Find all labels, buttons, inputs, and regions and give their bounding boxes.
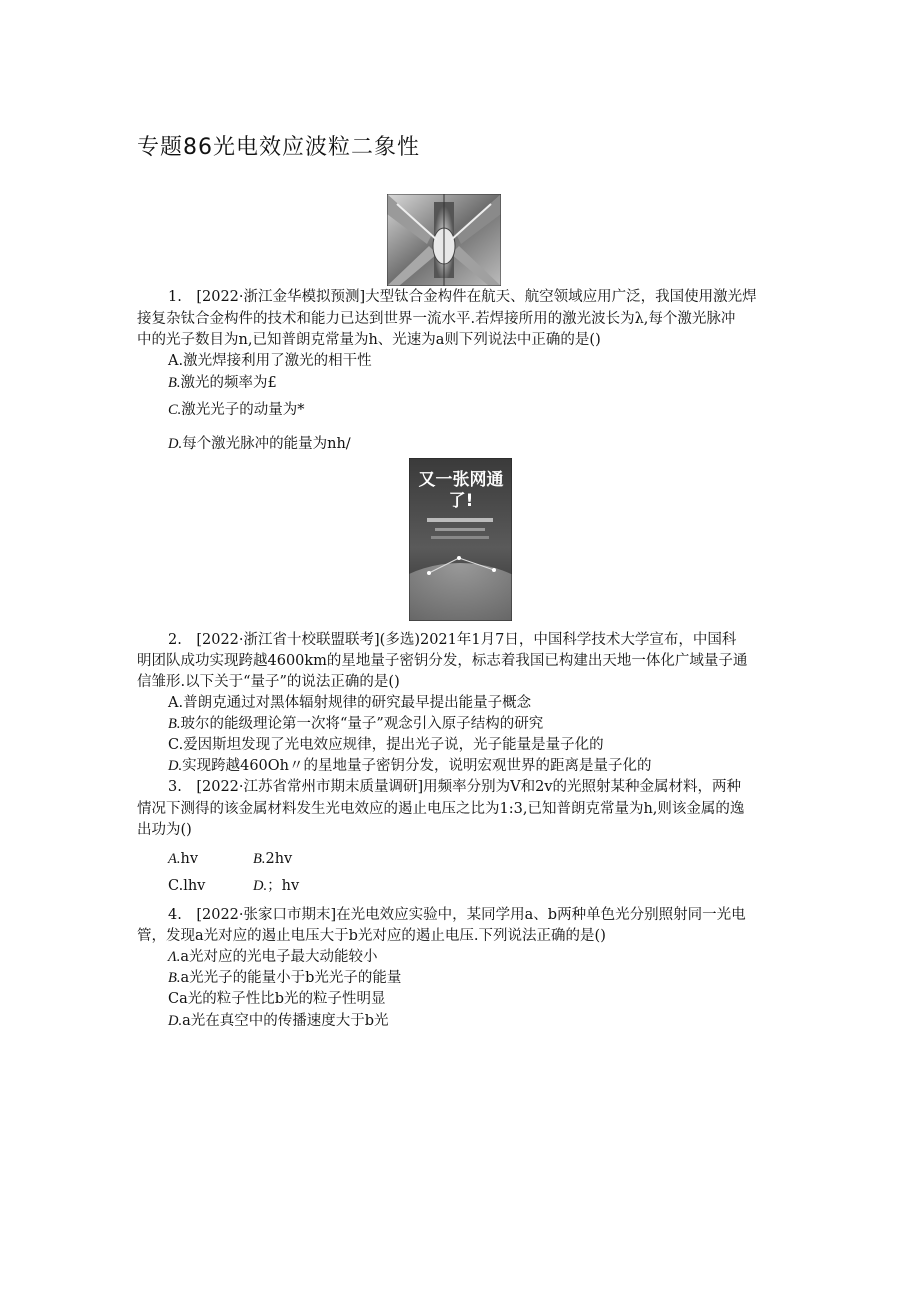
welding-photo-graphic (387, 194, 501, 286)
option-letter: Λ. (168, 949, 181, 965)
q1-line3: 中的光子数目为n,已知普朗克常量为h、光速为a则下列说法中正确的是() (137, 332, 601, 348)
poster-headline: 又一张网通了! (418, 470, 504, 511)
option-letter: D. (253, 878, 268, 894)
q1-option-b (168, 374, 277, 392)
q1-option-a (168, 352, 372, 370)
q3-option-d (253, 877, 338, 895)
option-letter: A. (168, 353, 184, 369)
option-letter: A. (168, 695, 184, 711)
q2-line2: 明团队成功实现跨越4600km的星地量子密钥分发，标志着我国已构建出天地一体化广域量子通 (137, 653, 748, 669)
q3-line1: 3. [2022·江苏省常州市期末质量调研]用频率分别为V和2v的光照射某种金属材料，两种 (168, 779, 742, 795)
q1-line2: 接复杂钛合金构件的技术和能力已达到世界一流水平.若焊接所用的激光波长为λ,每个激光脉冲 (137, 311, 736, 327)
option-text: Ca光的粒子性比b光的粒子性明显 (168, 991, 386, 1007)
option-text: 激光光子的动量为* (181, 402, 305, 418)
option-text: 每个激光脉冲的能量为nh∕ (182, 436, 351, 452)
q2-option-c (168, 736, 604, 754)
option-text: 激光焊接利用了激光的相干性 (183, 353, 372, 369)
q1-option-c (168, 401, 305, 419)
q4-option-c (168, 990, 386, 1008)
option-text: a光光子的能量小于b光光子的能量 (180, 970, 402, 986)
q3-line2: 情况下测得的该金属材料发生光电效应的遏止电压之比为1:3,已知普朗克常量为h,则该金属的逸 (137, 801, 745, 817)
q3-option-a (168, 850, 253, 868)
option-letter: B. (168, 716, 181, 732)
titanium-alloy-welding-photo (387, 194, 501, 286)
option-text: 爱因斯坦发现了光电效应规律，提出光子说，光子能量是量子化的 (183, 737, 604, 753)
option-letter: B. (168, 970, 181, 986)
q4-option-b (168, 969, 401, 987)
q2-line1: 2. [2022·浙江省十校联盟联考](多选)2021年1月7日，中国科学技术大学宣布，中国科 (168, 632, 737, 648)
option-text: 激光的频率为£ (180, 375, 277, 391)
q1-option-d (168, 435, 351, 453)
q1-line1: 1. [2022·浙江金华模拟预测]大型钛合金构件在航天、航空领域应用广泛，我国使用激光焊 (168, 289, 757, 305)
option-letter: C. (168, 402, 182, 418)
option-text: 普朗克通过对黑体辐射规律的研究最早提出能量子概念 (183, 695, 532, 711)
q4-line2: 管，发现a光对应的遏止电压大于b光对应的遏止电压.下列说法正确的是() (137, 928, 606, 944)
option-text: ；hv (267, 878, 300, 894)
option-letter: B. (168, 375, 181, 391)
q3-line3: 出功为() (137, 822, 192, 838)
q4-line1: 4. [2022·张家口市期末]在光电效应实验中，某同学用a、b两种单色光分别照射同一光电 (168, 907, 746, 923)
option-text: hv (180, 851, 199, 867)
option-letter: D. (168, 758, 183, 774)
option-letter: A. (168, 851, 181, 867)
q3-options-row1 (168, 850, 338, 868)
q2-option-a (168, 694, 531, 712)
option-text: lhv (183, 878, 206, 894)
option-text: 玻尔的能级理论第一次将“量子”观念引入原子结构的研究 (180, 716, 544, 732)
page-title: 专题86光电效应波粒二象性 (137, 135, 420, 160)
q3-option-c (168, 877, 253, 895)
q4-option-a (168, 948, 378, 966)
q3-option-b (253, 850, 338, 868)
option-letter: C. (168, 737, 184, 753)
option-letter: D. (168, 436, 183, 452)
option-letter: B. (253, 851, 266, 867)
q3-options-row2 (168, 877, 338, 895)
option-text: a光对应的光电子最大动能较小 (180, 949, 378, 965)
option-text: 实现跨越460Oh〃的星地量子密钥分发，说明宏观世界的距离是量子化的 (182, 758, 652, 774)
option-text: a光在真空中的传播速度大于b光 (182, 1013, 389, 1029)
option-letter: C. (168, 878, 184, 894)
option-text: 2hv (265, 851, 293, 867)
q4-option-d (168, 1012, 389, 1030)
q2-line3: 信雏形.以下关于“量子”的说法正确的是() (137, 674, 400, 690)
quantum-network-poster (409, 458, 512, 621)
q2-option-b (168, 715, 543, 733)
option-letter: D. (168, 1013, 183, 1029)
q2-option-d (168, 757, 652, 775)
